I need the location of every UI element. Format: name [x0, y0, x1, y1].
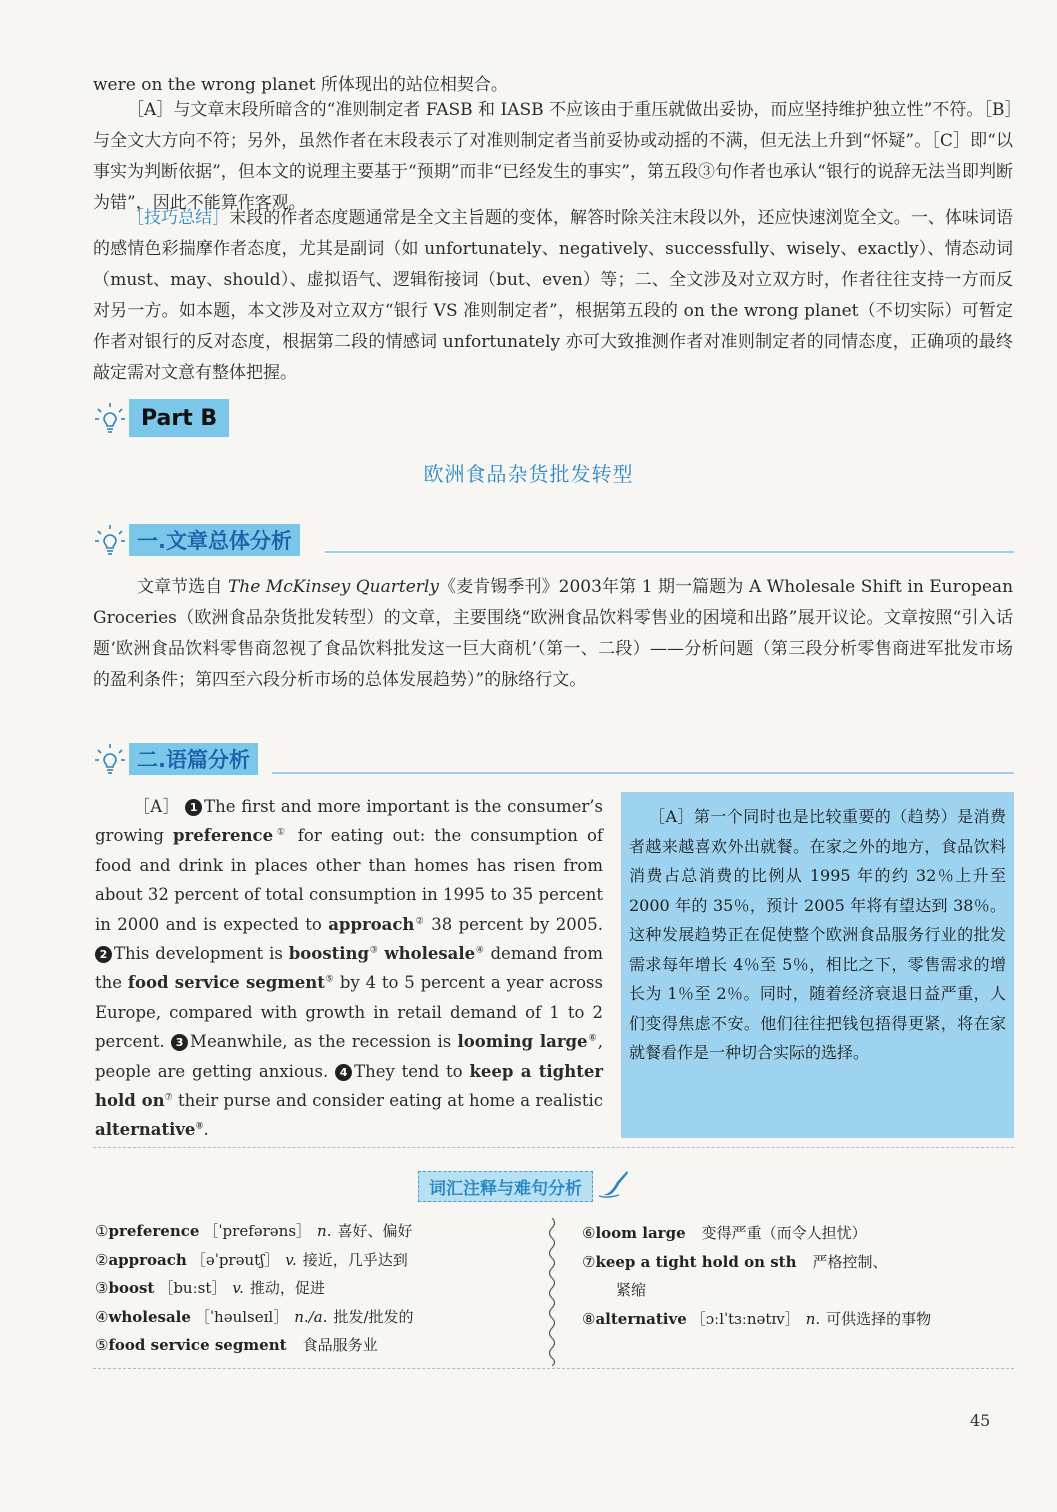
sentence-text: , people are getting anxious.: [95, 1032, 603, 1081]
vocab-word: approach: [328, 914, 415, 934]
section2-rule: [272, 772, 1014, 774]
sentence-text: They tend to: [354, 1061, 470, 1081]
section1-text-rest: 《麦肯锡季刊》2003年第 1 期一篇题为 A Wholesale Shift in European Groceries（欧洲食品杂货批发转型）的文章，主要围绕“欧洲食品饮料零售业的困境和出路”展开议论。文章按照“引入话题‘欧洲食品饮料零售商忽视了食品饮料批发这一巨大商机’（第一、二段）——分析问题（第三段分析零售商进军批发市场的盈利条件；第四至六段分析市场的总体发展趋势）”的脉络行文。: [93, 577, 1014, 690]
vocab-headword: wholesale: [108, 1307, 191, 1326]
sentence-number: 4: [335, 1064, 352, 1081]
divider: [93, 1147, 1014, 1148]
vocab-part-of-speech: v.: [232, 1279, 244, 1297]
vocab-word: wholesale: [384, 944, 476, 964]
vocab-phonetic: ［ˈhəulseɪl］: [194, 1307, 289, 1326]
vocab-headword: loom large: [595, 1224, 686, 1242]
sentence-text: for eating out: the consumption of food and drink in places other than homes has risen from about 32 percent of total consumption in 1995 to 35 percent in 2000 and is expected to: [95, 826, 604, 934]
vocab-part-of-speech: v.: [285, 1250, 297, 1269]
vocab-phonetic: ［ˈprefərəns］: [203, 1222, 312, 1240]
section2-heading: 二.语篇分析: [129, 743, 258, 775]
vocab-marker: ②: [414, 916, 425, 927]
vocab-phonetic: ［buːst］: [158, 1279, 227, 1297]
vocab-number: ⑧: [582, 1309, 596, 1328]
vocab-marker: ⑥: [587, 1033, 598, 1044]
sentence-number: 1: [185, 799, 202, 816]
section1-paragraph: [93, 572, 1013, 696]
vocab-marker: ③: [369, 945, 379, 956]
divider: [93, 1368, 1014, 1369]
vocab-headword: alternative: [595, 1309, 687, 1328]
vocab-definition: 食品服务业: [302, 1336, 378, 1354]
vocab-header: [418, 1171, 631, 1201]
vocab-definition: 紧缩: [616, 1281, 647, 1299]
article-title: 欧洲食品杂货批发转型: [423, 462, 634, 486]
sentence-number: 2: [95, 946, 112, 963]
vocab-entry: [582, 1219, 931, 1248]
vocab-number: ⑦: [582, 1252, 596, 1271]
english-passage: [95, 792, 603, 1145]
vocab-part-of-speech: n.: [317, 1222, 332, 1240]
continuation-line: were on the wrong planet 所体现出的站位相契合。: [93, 75, 508, 95]
sentence-text: The first and more important is the consumer’s growing: [95, 797, 603, 846]
vocab-part-of-speech: n.: [805, 1309, 821, 1328]
vocab-part-of-speech: n./a.: [294, 1307, 328, 1326]
sentence-text: 38 percent by 2005.: [424, 914, 603, 934]
vocab-entry: [95, 1331, 414, 1360]
vocab-definition: 接近，几乎达到: [302, 1250, 408, 1269]
vocab-definition: 可供选择的事物: [826, 1309, 932, 1328]
vocab-word: food service segment: [127, 973, 325, 993]
option-analysis-paragraph: ［A］与文章末段所暗含的“准则制定者 FASB 和 IASB 不应该由于重压就做出妥协，而应坚持维护独立性”不符。［B］与全文大方向不符；另外，虽然作者在末段表示了对准则制定者当前妥协或动摇的不满，但无法上升到“怀疑”。［C］即“以事实为判断依据”，但本文的说理主要基于“预期”而非“已经发生的事实”，第五段③句作者也承认“银行的说辞无法当即判断为错”，因此不能算作客观。: [93, 100, 1013, 213]
section1-heading: 一.文章总体分析: [129, 524, 300, 556]
vocab-headword: preference: [108, 1222, 200, 1240]
vocab-word: looming large: [457, 1032, 588, 1052]
vocab-marker: ⑦: [164, 1092, 173, 1103]
vocab-number: ④: [95, 1307, 109, 1326]
vocab-heading: 词汇注释与难句分析: [418, 1171, 593, 1202]
vocab-entry: [582, 1276, 931, 1305]
vocab-phonetic: ［ɔːlˈtɜːnətɪv］: [690, 1309, 800, 1328]
chinese-translation: ［A］第一个同时也是比较重要的（趋势）是消费者越来越喜欢外出就餐。在家之外的地方，食品饮料消费占总消费的比例从 1995 年的约 32％上升至 2000 年的 35％，预计 2005 年将有望达到 38％。这种发展趋势正在促使整个欧洲食品服务行业的批发需求每年增长 4％至 5％，相比之下，零售需求的增长为 1％至 2％。同时，随着经济衰退日益严重，人们变得焦虑不安。他们往往把钱包捂得更紧，将在家就餐看作是一种切合实际的选择。: [629, 807, 1006, 1062]
vocab-definition: 批发/批发的: [333, 1307, 414, 1326]
vocab-list-right: [582, 1219, 931, 1333]
vocab-word: alternative: [95, 1120, 196, 1140]
sentence-text: .: [203, 1120, 209, 1140]
vocab-marker: ⑤: [324, 974, 335, 985]
brush-icon: [597, 1168, 631, 1204]
sentence-text: their purse and consider eating at home a realistic: [172, 1091, 603, 1111]
squiggle-divider: [545, 1218, 559, 1366]
tip-summary-text: 末段的作者态度题通常是全文主旨题的变体，解答时除关注末段以外，还应快速浏览全文。一、体味词语的感情色彩揣摩作者态度，尤其是副词（如 unfortunately、negatively、successfully、wisely、exactly）、情态动词（must、may、should）、虚拟语气、逻辑衔接词（but、even）等；二、全文涉及对立双方时，作者往往支持一方而反对另一方。如本题，本文涉及对立双方“银行 VS 准则制定者”，根据第五段的 on the wrong planet（不切实际）可暂定作者对银行的反对态度，根据第二段的情感词 unfortunately 亦可大致推测作者对准则制定者的同情态度，正确项的最终敲定需对文意有整体把握。: [93, 208, 1014, 383]
vocab-word: keep a tighter hold on: [95, 1061, 604, 1111]
vocab-headword: keep a tight hold on sth: [595, 1252, 797, 1271]
vocab-headword: boost: [108, 1279, 155, 1297]
vocab-definition: 推动，促进: [249, 1279, 325, 1297]
section1-header: [93, 522, 300, 558]
lightbulb-icon: [93, 401, 127, 435]
vocab-entry: [582, 1248, 931, 1277]
chinese-translation-box: [621, 792, 1014, 1138]
section2-header: [93, 741, 258, 777]
sentence-text: This development is: [114, 944, 289, 964]
sentence-text: by 4 to 5 percent a year across Europe, compared with growth in retail demand of 1 to 2 percent.: [95, 973, 603, 1052]
part-b-label: Part B: [129, 399, 229, 437]
vocab-definition: 喜好、偏好: [337, 1222, 413, 1240]
section1-rule: [325, 551, 1014, 553]
vocab-number: ①: [95, 1222, 109, 1240]
page-number: 45: [970, 1411, 991, 1430]
tip-summary-label: ［技巧总结］: [127, 208, 230, 228]
vocab-number: ②: [95, 1250, 109, 1269]
paragraph-label: ［A］: [133, 797, 180, 816]
lightbulb-icon: [93, 742, 127, 776]
vocab-headword: food service segment: [108, 1336, 287, 1354]
vocab-marker: ⑧: [195, 1121, 204, 1132]
vocab-word: boosting: [288, 944, 370, 964]
vocab-phonetic: ［əˈprəutʃ］: [190, 1250, 280, 1269]
vocab-headword: approach: [108, 1250, 187, 1269]
part-b-header: [93, 400, 229, 436]
sentence-text: demand from the: [95, 944, 603, 993]
vocab-marker: ④: [475, 945, 485, 956]
lightbulb-icon: [93, 523, 127, 557]
section1-text-start: 文章节选自: [137, 577, 223, 597]
vocab-number: ⑤: [95, 1336, 109, 1354]
vocab-entry: [95, 1303, 414, 1332]
vocab-entry: [95, 1274, 414, 1303]
sentence-text: Meanwhile, as the recession is: [190, 1032, 458, 1052]
vocab-definition: 变得严重（而令人担忧）: [701, 1224, 867, 1242]
vocab-definition: 严格控制、: [812, 1252, 888, 1271]
vocab-list-left: [95, 1217, 414, 1360]
vocab-entry: [95, 1246, 414, 1275]
source-title: The McKinsey Quarterly: [227, 577, 439, 597]
tip-summary-paragraph: [93, 203, 1013, 389]
vocab-entry: [582, 1305, 931, 1334]
sentence-number: 3: [171, 1034, 188, 1051]
vocab-word: preference: [173, 826, 274, 846]
vocab-number: ⑥: [582, 1224, 596, 1242]
vocab-number: ③: [95, 1279, 109, 1297]
vocab-marker: ①: [273, 827, 289, 838]
vocab-entry: [95, 1217, 414, 1246]
